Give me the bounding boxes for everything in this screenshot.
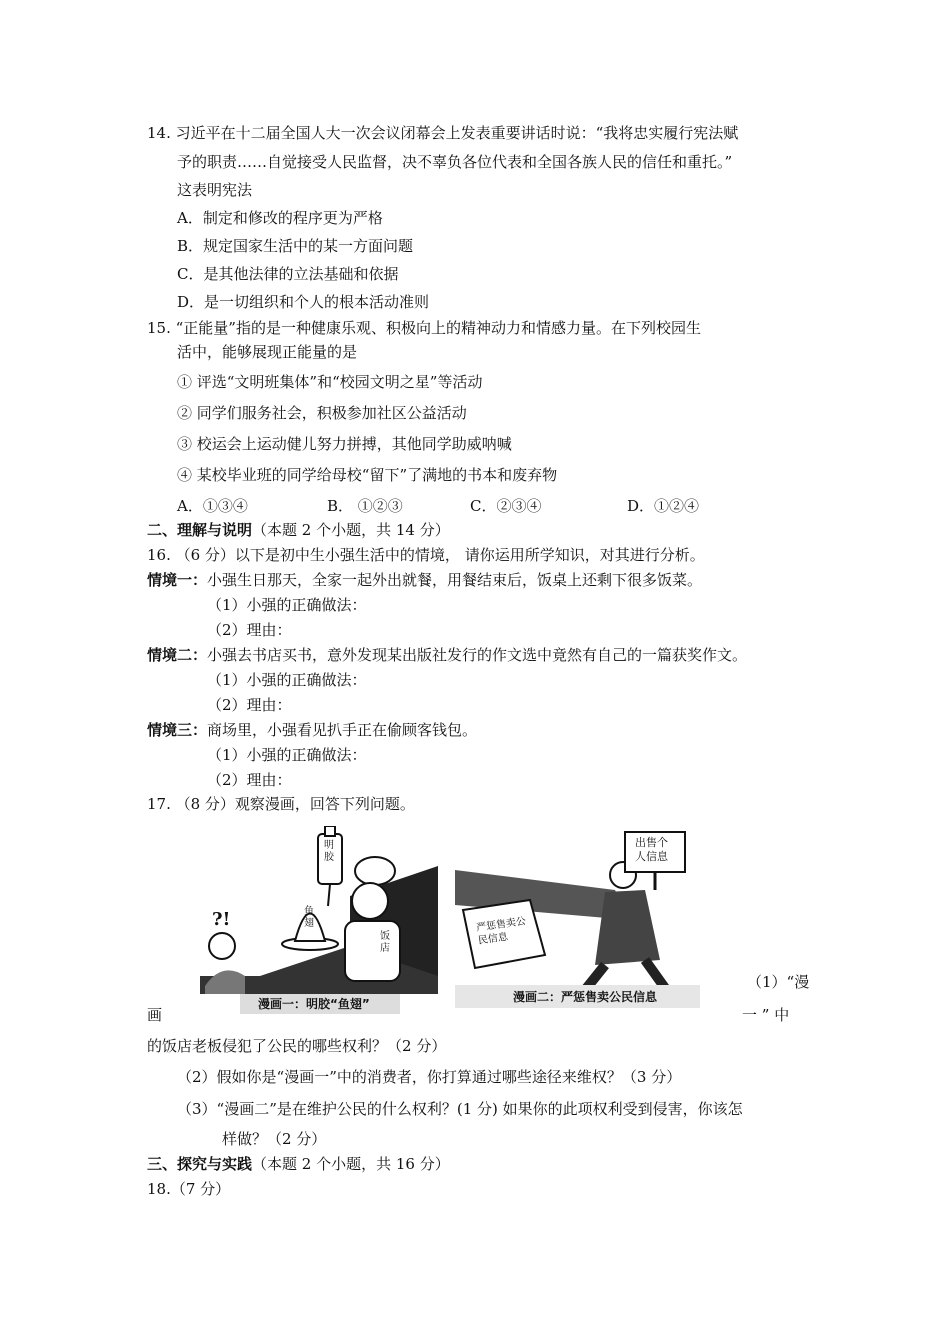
q17-q1-right: 一 ” 中 — [742, 1006, 790, 1024]
section2-heading — [147, 520, 450, 540]
q16-s2-sub2: （2）理由： — [207, 696, 292, 714]
cartoon-one-caption: 漫画一：明胶“鱼翅” — [258, 997, 370, 1011]
q14-line2: 予的职责……自觉接受人民监督，决不辜负各位代表和全国各族人民的信任和重托。” — [177, 153, 733, 171]
section2-note: （本题 2 个小题，共 14 分） — [252, 521, 450, 539]
section3-heading — [147, 1154, 450, 1174]
q17-q1-rest: 的饭店老板侵犯了公民的哪些权利？（2 分） — [147, 1037, 447, 1055]
q14-option-b: B．规定国家生活中的某一方面问题 — [177, 237, 414, 255]
section3-note: （本题 2 个小题，共 16 分） — [252, 1155, 450, 1173]
q15-line2: 活中，能够展现正能量的是 — [177, 343, 358, 361]
cartoon-one — [200, 826, 438, 1014]
q16-scenario-1 — [147, 570, 702, 590]
q14-line1: 14. 习近平在十二届全国人大一次会议闭幕会上发表重要讲话时说：“我将忠实履行宪法赋 — [147, 124, 739, 142]
section3-title: 三、探究与实践 — [147, 1155, 253, 1173]
q17-q2: （2）假如你是“漫画一”中的消费者，你打算通过哪些途径来维权？（3 分） — [177, 1068, 682, 1086]
cartoon-one-drawing — [200, 826, 438, 1014]
q16-s3-sub1: （1）小强的正确做法： — [207, 746, 367, 764]
q15-choice-b: B． ①②③ — [327, 497, 403, 515]
q16-scenario-2 — [147, 645, 747, 665]
scenario-text: 小强去书店买书，意外发现某出版社发行的作文选中竟然有自己的一篇获奖作文。 — [207, 646, 748, 664]
q15-choice-c: C．②③④ — [470, 497, 542, 515]
q15-item-2: ② 同学们服务社会，积极参加社区公益活动 — [177, 404, 467, 422]
section2-title: 二、理解与说明 — [147, 521, 253, 539]
scenario-text: 小强生日那天，全家一起外出就餐，用餐结束后，饭桌上还剩下很多饭菜。 — [207, 571, 703, 589]
scenario-label: 情境一： — [147, 571, 208, 589]
q16-s2-sub1: （1）小强的正确做法： — [207, 671, 367, 689]
bottle-label: 明胶 — [324, 840, 334, 863]
cartoon-two-caption: 漫画二：严惩售卖公民信息 — [513, 990, 658, 1004]
q16-scenario-3 — [147, 720, 477, 740]
q15-item-3: ③ 校运会上运动健儿努力拼搏，其他同学助威呐喊 — [177, 435, 512, 453]
q17-intro: 17. （8 分）观察漫画，回答下列问题。 — [147, 795, 415, 813]
sale-sign: 出售个人信息 — [635, 836, 668, 863]
restaurant-label: 饭店 — [380, 931, 390, 954]
q18-intro: 18.（7 分） — [147, 1180, 231, 1198]
cartoon-two — [455, 830, 700, 1008]
fin-label: 鱼翅 — [304, 906, 314, 929]
q17-q3-line1: （3）“漫画二”是在维护公民的什么权利？(1 分) 如果你的此项权利受到侵害，你该怎 — [177, 1100, 743, 1118]
scenario-text: 商场里，小强看见扒手正在偷顾客钱包。 — [207, 721, 478, 739]
q17-q3-line2: 样做？（2 分） — [222, 1130, 327, 1148]
q15-line1: 15. “正能量”指的是一种健康乐观、积极向上的精神动力和情感力量。在下列校园生 — [147, 319, 701, 337]
q15-choice-d: D．①②④ — [627, 497, 700, 515]
punish-paper: 严惩售卖公民信息 — [475, 916, 527, 947]
scenario-label: 情境二： — [147, 646, 208, 664]
q16-s3-sub2: （2）理由： — [207, 771, 292, 789]
q16-intro: 16. （6 分）以下是初中生小强生活中的情境， 请你运用所学知识，对其进行分析。 — [147, 546, 705, 564]
q17-q1-left: 画 — [147, 1006, 163, 1024]
q16-s1-sub2: （2）理由： — [207, 621, 292, 639]
q14-option-a: A．制定和修改的程序更为严格 — [177, 209, 383, 227]
q15-item-1: ① 评选“文明班集体”和“校园文明之星”等活动 — [177, 373, 483, 391]
q17-q1-start: （1）“漫 — [747, 973, 810, 991]
q14-line3: 这表明宪法 — [177, 181, 253, 199]
q14-option-c: C．是其他法律的立法基础和依据 — [177, 265, 399, 283]
q16-s1-sub1: （1）小强的正确做法： — [207, 596, 367, 614]
q15-choice-a: A．①③④ — [177, 497, 248, 515]
scenario-label: 情境三： — [147, 721, 208, 739]
q14-option-d: D．是一切组织和个人的根本活动准则 — [177, 293, 430, 311]
q15-item-4: ④ 某校毕业班的同学给母校“留下”了满地的书本和废弃物 — [177, 466, 558, 484]
confused-mark: ?! — [212, 909, 231, 930]
